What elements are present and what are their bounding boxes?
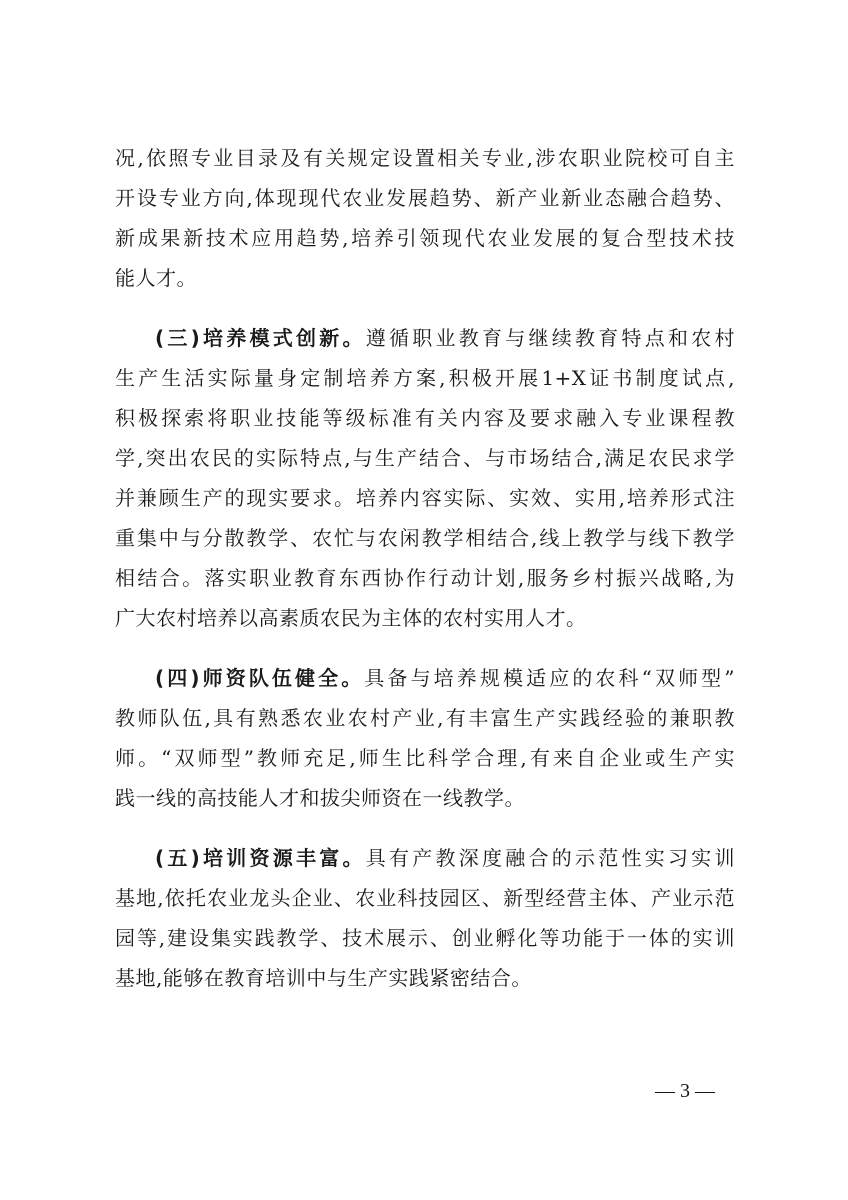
- paragraph-1-line-1: 况,依照专业目录及有关规定设置相关专业,涉农职业院校可自主: [115, 146, 735, 170]
- section-heading-5: (五)培训资源丰富。: [155, 846, 366, 870]
- paragraph-4-line-1: [155, 846, 735, 870]
- paragraph-2-line-3: 积极探索将职业技能等级标准有关内容及要求融入专业课程教: [115, 406, 735, 430]
- paragraph-3-line-2: 教师队伍,具有熟悉农业农村产业,有丰富生产实践经验的兼职教: [115, 706, 735, 730]
- page-number: — 3 —: [655, 1080, 715, 1102]
- paragraph-2-line-4: 学,突出农民的实际特点,与生产结合、与市场结合,满足农民求学: [115, 446, 735, 470]
- paragraph-2-line-6: 重集中与分散教学、农忙与农闲教学相结合,线上教学与线下教学: [115, 526, 735, 550]
- paragraph-1-line-3: 新成果新技术应用趋势,培养引领现代农业发展的复合型技术技: [115, 226, 735, 250]
- paragraph-3-first-text: 具备与培养规模适应的农科“双师型”: [364, 666, 736, 690]
- paragraph-2-line-1: [155, 326, 735, 350]
- paragraph-1-line-2: 开设专业方向,体现现代农业发展趋势、新产业新业态融合趋势、: [115, 186, 735, 210]
- paragraph-1-line-4: 能人才。: [115, 266, 197, 290]
- paragraph-4-line-2: 基地,依托农业龙头企业、农业科技园区、新型经营主体、产业示范: [115, 886, 735, 910]
- section-heading-4: (四)师资队伍健全。: [155, 666, 365, 690]
- paragraph-2-first-text: 遵循职业教育与继续教育特点和农村: [365, 326, 736, 350]
- paragraph-2-line-7: 相结合。落实职业教育东西协作行动计划,服务乡村振兴战略,为: [115, 566, 735, 590]
- section-heading-3: (三)培养模式创新。: [155, 326, 366, 350]
- paragraph-3-line-1: [155, 666, 735, 690]
- paragraph-4-line-3: 园等,建设集实践教学、技术展示、创业孵化等功能于一体的实训: [115, 926, 735, 950]
- paragraph-2-line-8: 广大农村培养以高素质农民为主体的农村实用人才。: [115, 606, 587, 630]
- paragraph-2-line-2: 生产生活实际量身定制培养方案,积极开展1+X证书制度试点,: [115, 366, 735, 390]
- paragraph-4-line-4: 基地,能够在教育培训中与生产实践紧密结合。: [115, 966, 532, 990]
- paragraph-3-line-3: 师。“双师型”教师充足,师生比科学合理,有来自企业或生产实: [115, 746, 735, 770]
- paragraph-3-line-4: 践一线的高技能人才和拔尖师资在一线教学。: [115, 786, 525, 810]
- paragraph-2-line-5: 并兼顾生产的现实要求。培养内容实际、实效、实用,培养形式注: [115, 486, 735, 510]
- paragraph-4-first-text: 具有产教深度融合的示范性实习实训: [365, 846, 736, 870]
